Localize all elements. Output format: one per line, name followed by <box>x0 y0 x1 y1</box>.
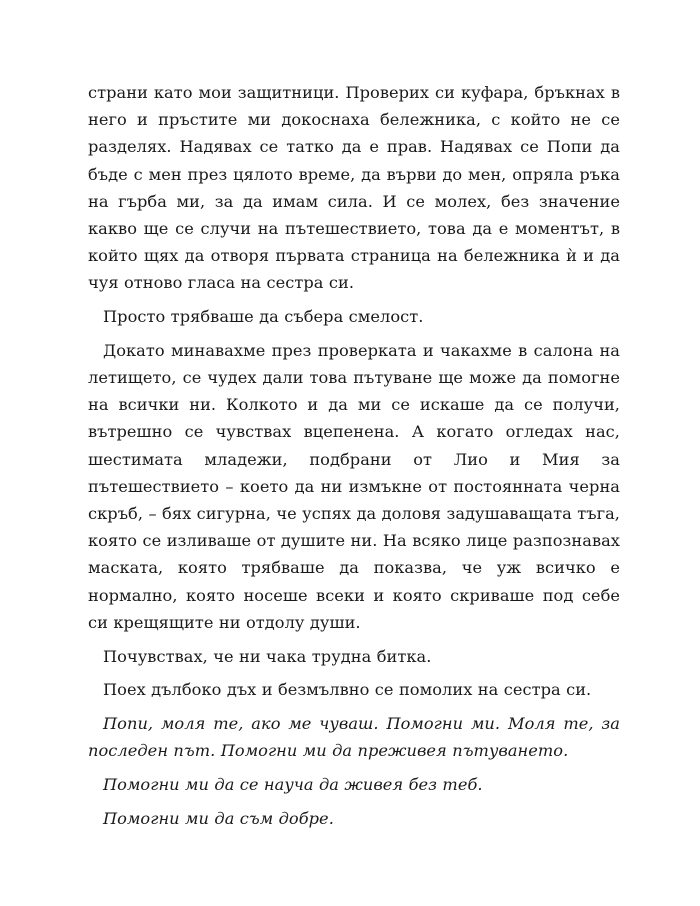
paragraph-8-italic-prayer: Помогни ми да съм добре. <box>103 808 334 828</box>
paragraph-1: страни като мои защитници. Проверих си куфара, бръкнах в него и пръстите ми докоснаха бележника, с който не се разделях. Надявах се татко да е прав. Надявах се Попи да бъде с мен през цялото време, да върви до мен, опряла ръка на гърба ми, за да имам сила. И се молех, без значение какво ще се случи на пътешествието, това да е моментът, в който щях да отворя първата страница на бележника ѝ и да чуя отново гласа на сестра си. <box>88 83 620 293</box>
paragraph-3: Докато минавахме през проверката и чакахме в салона на летището, се чудех дали това пътуване ще може да помогне на всички ни. Колкото и да ми се искаше да се получи, вътрешно се чувствах вцепенена. А когато огледах нас, шестимата младежи, подбрани от Лио и Мия за пътешествието – което да ни измъкне от постоянната черна скръб, – бях сигурна, че успях да доловя задушаващата тъга, която се изливаше от душите ни. На всяко лице разпознавах маската, която трябваше да показва, че уж всичко е нормално, която носеше всеки и която скриваше под себе си крещящите ни отдолу души. <box>88 340 620 632</box>
paragraph-7-italic-prayer: Помогни ми да се науча да живея без теб. <box>103 774 483 794</box>
paragraph-6-italic-prayer: Попи, моля те, ако ме чуваш. Помогни ми. Моля те, за последен път. Помогни ми да преживея пътуването. <box>88 713 620 761</box>
book-page-text <box>88 79 620 832</box>
paragraph-2: Просто трябваше да събера смелост. <box>103 307 424 327</box>
paragraph-4: Почувствах, че ни чака трудна битка. <box>103 646 432 666</box>
paragraph-5: Поех дълбоко дъх и безмълвно се помолих на сестра си. <box>103 680 592 700</box>
